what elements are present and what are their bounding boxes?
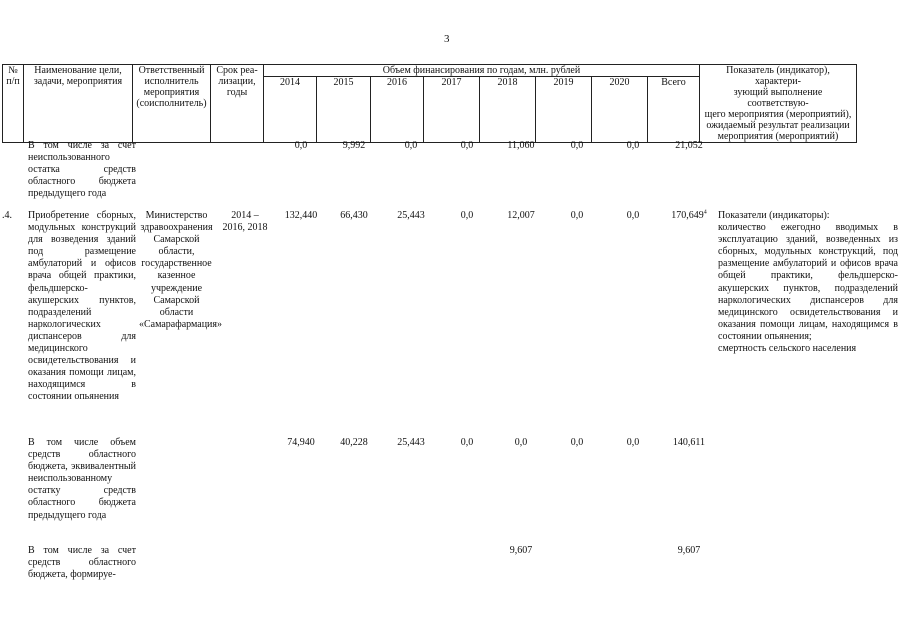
row-3-value-2018: 9,607: [509, 545, 533, 556]
header-funding: Объем финансирования по годам, млн. рублей: [264, 65, 700, 77]
row-1-value-total: 170,649: [671, 210, 704, 221]
row-1-value-2020: 0,0: [626, 210, 640, 221]
header-name: Наименование цели, задачи, мероприятия: [24, 65, 133, 143]
row-0-value-2019: 0,0: [570, 140, 584, 151]
row-1-value-2014: 132,440: [284, 210, 318, 221]
row-0-name: В том числе за счет неиспользованного остатка средств областного бюджета предыдущего года: [28, 140, 136, 200]
row-1-name: Приобретение сборных, модульных конструкций для возведения зданий под размещение амбулаторий и офисов врача общей практики, фельдшерско-акушерских пунктов, подразделений наркологических диспансеров для медицинского освидетельствования и оказания помощи лицам, находящимся в состоянии опьянения: [28, 210, 136, 403]
row-0-value-total: 21,052: [675, 140, 703, 151]
row-2-name: В том числе объем средств областного бюджета, эквивалентный неиспользованному остатку средств областного бюджета предыдущего года: [28, 437, 136, 521]
row-0-value-2016: 0,0: [404, 140, 418, 151]
row-1-indicator: Показатели (индикаторы): количество ежегодно вводимых в эксплуатацию зданий, возведенных из сборных, модульных конструкций, под размещение амбулаторий и офисов врача общей практики, фельдшерско-акушерских пунктов, подразделений наркологических диспансеров для медицинского освидетельствования и оказания помощи лицам, находящимся в состоянии опьянения; смертность сельского населения: [718, 210, 898, 355]
header-year-2015: 2015: [317, 77, 371, 143]
header-year-2016: 2016: [371, 77, 424, 143]
row-1-value-2017: 0,0: [460, 210, 474, 221]
row-2-value-2018: 0,0: [514, 437, 528, 448]
row-0-value-2014: 0,0: [294, 140, 308, 151]
row-2-value-2017: 0,0: [460, 437, 474, 448]
header-term: Срок реа- лизации, годы: [211, 65, 264, 143]
row-2-value-2019: 0,0: [570, 437, 584, 448]
row-2-value-2016: 25,443: [397, 437, 425, 448]
row-0-value-2018: 11,060: [507, 140, 535, 151]
row-1-value-2018: 12,007: [507, 210, 535, 221]
row-2-value-2015: 40,228: [340, 437, 368, 448]
header-num: № п/п: [3, 65, 24, 143]
row-2-value-2014: 74,940: [287, 437, 315, 448]
header-year-2014: 2014: [264, 77, 317, 143]
row-3-value-total: 9,607: [677, 545, 701, 556]
row-1-value-total-cell: [664, 210, 714, 222]
header-table: [2, 64, 857, 143]
row-3-name: В том числе за счет средств областного бюджета, формируе-: [28, 545, 136, 581]
row-2-value-2020: 0,0: [626, 437, 640, 448]
row-1-term: 2014 – 2016, 2018: [222, 210, 268, 234]
row-0-value-2017: 0,0: [460, 140, 474, 151]
row-1-value-2015: 66,430: [340, 210, 368, 221]
header-responsible: Ответственный исполнитель мероприятия (соисполнитель): [133, 65, 211, 143]
row-2-value-total: 140,611: [672, 437, 706, 448]
header-year-2020: 2020: [592, 77, 648, 143]
header-total: Всего: [648, 77, 700, 143]
row-1-value-2019: 0,0: [570, 210, 584, 221]
row-1-total-footnote: 4: [703, 209, 707, 216]
header-year-2017: 2017: [424, 77, 480, 143]
header-indicator: Показатель (индикатор), характери- зующий выполнение соответствую- щего мероприятия (мероприятий), ожидаемый результат реализации мероприятия (мероприятий): [700, 65, 857, 143]
row-1-responsible: Министерство здравоохранения Самарской области, государственное казенное учреждение Самарской области «Самарафармация»: [139, 210, 223, 330]
row-1-num: .4.: [2, 210, 12, 221]
page-number: 3: [444, 33, 450, 45]
header-year-2018: 2018: [480, 77, 536, 143]
row-0-value-2020: 0,0: [626, 140, 640, 151]
row-0-value-2015: 9,992: [342, 140, 366, 151]
row-1-value-2016: 25,443: [397, 210, 425, 221]
header-year-2019: 2019: [536, 77, 592, 143]
